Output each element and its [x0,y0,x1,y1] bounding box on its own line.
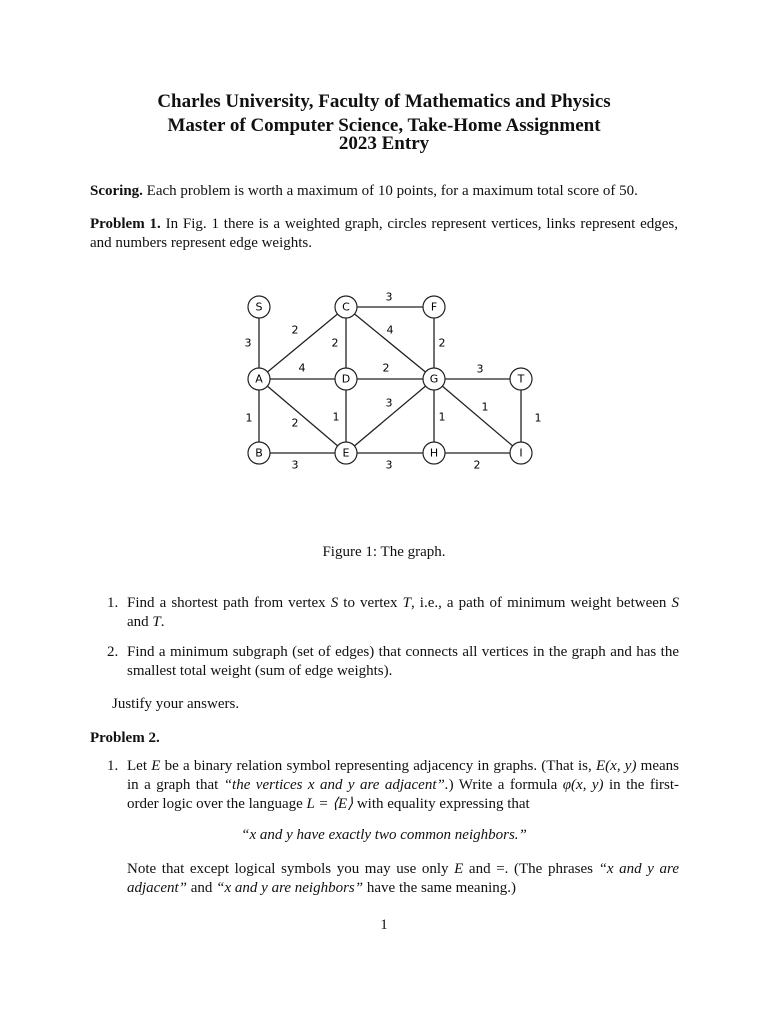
vertex-C [335,296,357,318]
item-text: ) Write a formula [448,777,563,793]
vertex-label: G [429,372,439,386]
edge-weight-S-A: 3 [244,336,252,350]
vertex-label: F [430,300,438,314]
edge-weight-A-E: 2 [291,416,299,430]
vertex-H [423,442,445,464]
vertex-label: E [342,446,350,460]
item-text: Find a minimum subgraph (set of edges) that connects all vertices in the graph and has the smallest total weight (sum of edge weights). [127,644,679,679]
math-E: E [151,758,161,774]
problem1-item-1 [107,594,679,632]
scoring-label: Scoring. [90,183,143,199]
vertex-label: C [342,300,350,314]
edge-weight-A-B: 1 [245,411,253,425]
quote-adjacent: “x and y are adjacent” [127,861,680,896]
item-number: 2. [107,644,119,660]
problem2-item-1 [107,757,679,814]
edge-weight-E-H: 3 [385,458,393,472]
vertex-label: T [517,372,525,386]
problem2-label: Problem 2. [90,730,160,746]
vertex-E [335,442,357,464]
math-Exy: E(x, y) [596,758,637,774]
quote-neighbors: “x and y are neighbors” [216,880,364,896]
math-E: E [454,861,464,877]
edge-weight-E-G: 3 [385,396,393,410]
vertex-label: A [255,372,263,386]
figure-caption: Figure 1: The graph. [322,544,446,560]
item-text: Let [127,758,152,774]
item-text: . [160,614,165,630]
item-number: 1. [107,758,119,774]
vertex-I [510,442,532,464]
vertex-G [423,368,445,390]
vertex-S [248,296,270,318]
item-text: means in a graph that [127,758,680,793]
edge-weight-A-C: 2 [291,323,299,337]
item-text: with equality expressing that [353,796,530,812]
edge-weight-C-D: 2 [331,336,339,350]
problem2-heading [90,729,678,748]
note-text: Note that except logical symbols you may use only [127,861,455,877]
page-number: 1 [380,917,388,933]
item-number: 1. [107,595,119,611]
edge-weight-B-E: 3 [291,458,299,472]
centered-formula-statement: “x and y have exactly two common neighbors.” [241,827,527,843]
edge-weight-D-G: 2 [382,361,390,375]
quote-adjacent: “the vertices x and y are adjacent”. [223,777,449,793]
item-text: Find a shortest path from vertex [127,595,331,611]
edge-weight-G-T: 3 [476,362,484,376]
edge-weight-C-F: 3 [385,290,393,304]
item-text: be a binary relation symbol representing adjacency in graphs. (That is, [160,758,596,774]
header-line-3: 2023 Entry [338,133,430,154]
math-phi: φ(x, y) [562,777,604,793]
item-text: to vertex [338,595,403,611]
justify-text: Justify your answers. [112,696,240,712]
scoring-text: Each problem is worth a maximum of 10 points, for a maximum total score of 50. [146,183,638,199]
edge-weight-T-I: 1 [534,411,542,425]
header-line-2: Master of Computer Science, Take-Home Assignment [167,115,601,136]
math-T: T [402,595,411,611]
problem2-note [127,860,679,898]
edge-weight-G-H: 1 [438,410,446,424]
note-text: and =. (The phrases [463,861,599,877]
problem1-text: In Fig. 1 there is a weighted graph, circles represent vertices, links represent edges, and numbers represent edge weights. [90,216,679,251]
vertex-A [248,368,270,390]
vertex-label: D [341,372,351,386]
edge-weight-F-G: 2 [438,336,446,350]
vertex-label: I [519,446,523,460]
item-text: and [127,614,153,630]
vertex-D [335,368,357,390]
math-language: L = ⟨E⟩ [306,796,354,812]
edge-G-I [434,379,521,453]
note-text: and [187,880,217,896]
edge-C-G [346,307,434,379]
edge-weight-A-D: 4 [298,361,306,375]
vertex-F [423,296,445,318]
problem1-item-2 [107,643,679,681]
edge-E-G [346,379,434,453]
note-text: have the same meaning.) [363,880,516,896]
math-S: S [671,595,679,611]
vertex-label: S [255,300,263,314]
edge-weight-D-E: 1 [332,410,340,424]
edge-weight-C-G: 4 [386,323,394,337]
edge-weight-H-I: 2 [473,458,481,472]
problem1-label: Problem 1. [90,216,161,232]
header-line-1: Charles University, Faculty of Mathematics and Physics [157,91,611,112]
vertex-T [510,368,532,390]
item-text: , i.e., a path of minimum weight between [410,595,672,611]
vertex-label: B [255,446,263,460]
vertex-label: H [429,446,439,460]
edge-weight-G-I: 1 [481,400,489,414]
vertex-B [248,442,270,464]
item-text: in the first-order logic over the language [127,777,679,812]
math-T: T [152,614,161,630]
math-S: S [330,595,339,611]
